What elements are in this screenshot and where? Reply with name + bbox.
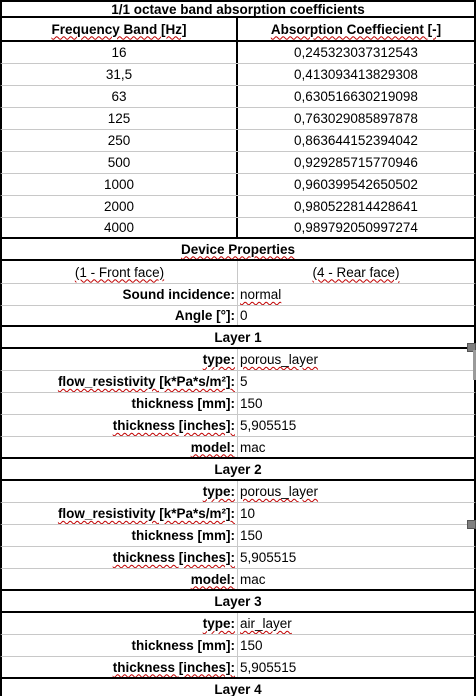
- flow-resistivity-value[interactable]: 10: [240, 506, 256, 521]
- type-value[interactable]: porous_layer: [240, 484, 319, 499]
- frequency-cell[interactable]: 16: [2, 42, 238, 63]
- layer1-heading-row[interactable]: [0, 327, 476, 349]
- absorption-cell[interactable]: 0,413093413829308: [294, 67, 418, 82]
- header-absorption[interactable]: Absorption Coeffiecient [-]: [270, 21, 442, 37]
- layer1-model-row[interactable]: [0, 437, 476, 459]
- model-label: model:: [2, 437, 238, 457]
- incidence-value[interactable]: normal: [240, 287, 282, 302]
- table-row[interactable]: [0, 196, 476, 218]
- header-row[interactable]: [0, 18, 476, 42]
- table-row[interactable]: [0, 108, 476, 130]
- incidence-label: Sound incidence:: [2, 284, 238, 305]
- model-value[interactable]: mac: [240, 439, 266, 455]
- layer2-thickness-mm-row[interactable]: [0, 525, 476, 547]
- thickness-mm-value[interactable]: 150: [240, 638, 263, 653]
- layer2-heading-row[interactable]: [0, 459, 476, 481]
- layer1-heading: Layer 1: [214, 329, 262, 345]
- absorption-cell[interactable]: 0,960399542650502: [294, 177, 418, 192]
- layer2-flow-row[interactable]: [0, 503, 476, 525]
- table-row[interactable]: [0, 86, 476, 108]
- layer2-thickness-in-row[interactable]: [0, 547, 476, 569]
- frequency-cell[interactable]: 500: [2, 152, 238, 173]
- thickness-inches-label: thickness [inches]:: [2, 547, 238, 568]
- layer3-type-row[interactable]: [0, 613, 476, 635]
- thickness-inches-label: thickness [inches]:: [2, 415, 238, 436]
- layer3-heading-row[interactable]: [0, 591, 476, 613]
- angle-row[interactable]: [0, 306, 476, 327]
- face-row[interactable]: [0, 261, 476, 284]
- layer4-heading-row[interactable]: [0, 679, 476, 696]
- table-row[interactable]: [0, 174, 476, 196]
- thickness-mm-label: thickness [mm]:: [2, 635, 238, 656]
- frequency-cell[interactable]: 31,5: [2, 64, 238, 85]
- layer3-thickness-mm-row[interactable]: [0, 635, 476, 657]
- layer1-thickness-mm-row[interactable]: [0, 393, 476, 415]
- absorption-cell[interactable]: 0,763029085897878: [294, 111, 418, 126]
- table-row[interactable]: [0, 152, 476, 174]
- frequency-cell[interactable]: 1000: [2, 174, 238, 195]
- thickness-inches-value[interactable]: 5,905515: [240, 550, 297, 565]
- flow-resistivity-value[interactable]: 5: [240, 374, 248, 389]
- incidence-row[interactable]: [0, 284, 476, 306]
- angle-value[interactable]: 0: [240, 308, 248, 323]
- type-label: type:: [2, 349, 238, 370]
- flow-resistivity-label: flow_resistivity [k*Pa*s/m²]:: [2, 503, 238, 524]
- table-row[interactable]: [0, 130, 476, 152]
- thickness-inches-label: thickness [inches]:: [2, 657, 238, 677]
- header-frequency[interactable]: Frequency Band [Hz]: [2, 18, 238, 40]
- frequency-cell[interactable]: 125: [2, 108, 238, 129]
- absorption-cell[interactable]: 0,863644152394042: [294, 133, 418, 148]
- frequency-cell[interactable]: 4000: [2, 218, 238, 237]
- absorption-cell[interactable]: 0,929285715770946: [294, 155, 418, 170]
- absorption-cell[interactable]: 0,980522814428641: [294, 199, 418, 214]
- thickness-mm-value[interactable]: 150: [240, 396, 263, 411]
- flow-resistivity-label: flow_resistivity [k*Pa*s/m²]:: [2, 371, 238, 392]
- thickness-mm-value[interactable]: 150: [240, 528, 263, 543]
- layer1-thickness-in-row[interactable]: [0, 415, 476, 437]
- angle-label: Angle [°]:: [2, 306, 238, 325]
- layer3-thickness-in-row[interactable]: [0, 657, 476, 679]
- type-label: type:: [2, 481, 238, 502]
- layer2-heading: Layer 2: [214, 461, 262, 477]
- device-heading-row[interactable]: [0, 239, 476, 261]
- table-row[interactable]: [0, 42, 476, 64]
- type-value[interactable]: air_layer: [240, 616, 292, 631]
- table-title: 1/1 octave band absorption coefficients: [111, 2, 365, 16]
- absorption-cell[interactable]: 0,630516630219098: [294, 89, 418, 104]
- table-row[interactable]: [0, 64, 476, 86]
- thickness-inches-value[interactable]: 5,905515: [240, 659, 297, 675]
- model-value[interactable]: mac: [240, 571, 266, 587]
- resize-handle[interactable]: [467, 520, 476, 529]
- table-row[interactable]: [0, 218, 476, 239]
- absorption-cell[interactable]: 0,989792050997274: [294, 220, 418, 235]
- rear-face-label: (4 - Rear face): [312, 264, 400, 280]
- frequency-cell[interactable]: 250: [2, 130, 238, 151]
- frequency-cell[interactable]: 63: [2, 86, 238, 107]
- layer3-heading: Layer 3: [214, 593, 262, 609]
- layer4-heading: Layer 4: [214, 682, 262, 696]
- thickness-inches-value[interactable]: 5,905515: [240, 418, 297, 433]
- device-properties-heading: Device Properties: [180, 241, 296, 257]
- title-row[interactable]: [0, 0, 476, 18]
- thickness-mm-label: thickness [mm]:: [2, 525, 238, 546]
- absorption-cell[interactable]: 0,245323037312543: [294, 45, 418, 60]
- layer1-type-row[interactable]: [0, 349, 476, 371]
- front-face-label: (1 - Front face): [2, 261, 238, 283]
- model-label: model:: [2, 569, 238, 589]
- layer1-flow-row[interactable]: [0, 371, 476, 393]
- frequency-cell[interactable]: 2000: [2, 196, 238, 217]
- type-label: type:: [2, 613, 238, 634]
- layer2-type-row[interactable]: [0, 481, 476, 503]
- layer2-model-row[interactable]: [0, 569, 476, 591]
- thickness-mm-label: thickness [mm]:: [2, 393, 238, 414]
- type-value[interactable]: porous_layer: [240, 352, 319, 367]
